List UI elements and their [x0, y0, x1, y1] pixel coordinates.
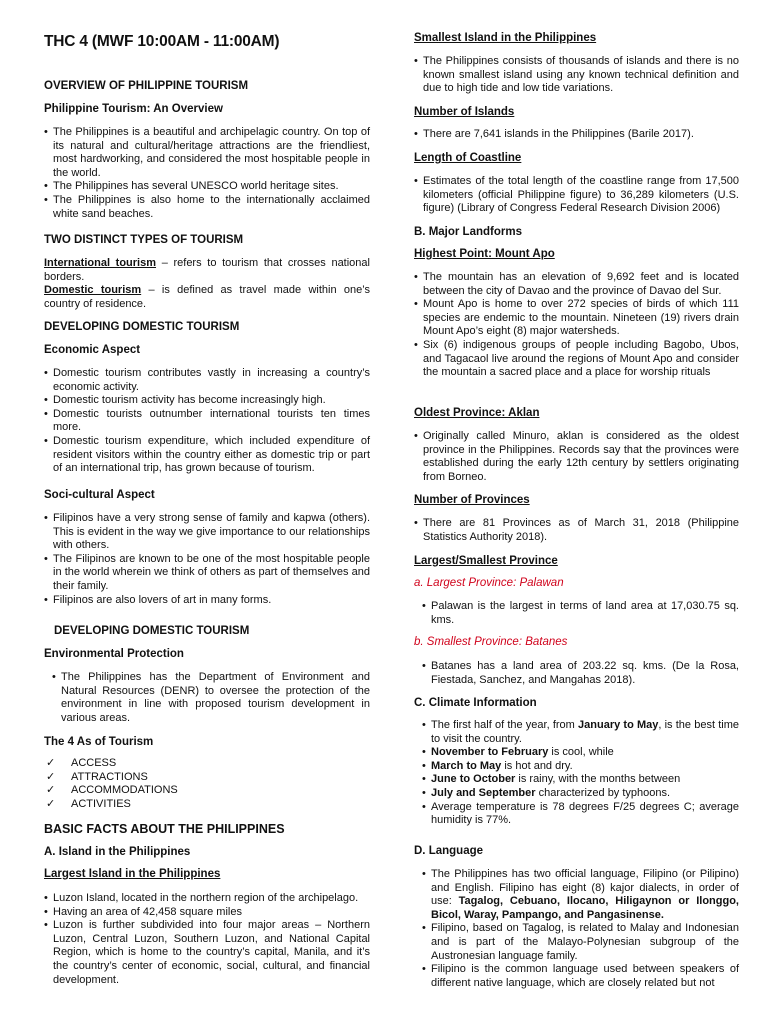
- check-icon: ✓: [46, 797, 56, 810]
- smallest-province-list: [414, 660, 739, 687]
- list-item: • Palawan is the largest in terms of land area at 17,030.75 sq. kms.: [414, 600, 739, 627]
- number-of-provinces-heading: Number of Provinces: [414, 494, 530, 506]
- list-item: • Filipinos are also lovers of art in many forms.: [44, 594, 370, 608]
- list-item: [414, 746, 739, 760]
- check-icon: ✓: [46, 770, 56, 783]
- list-item-label: ATTRACTIONS: [71, 770, 148, 783]
- list-item: • Domestic tourism activity has become increasingly high.: [44, 394, 370, 408]
- climate-text: is cool, while: [548, 746, 614, 759]
- list-item: • The Philippines has the Department of Environment and Natural Resources (DENR) to oversee the protection of the environment in line with proposed tourism development in various areas.: [44, 671, 370, 725]
- list-item-label: ACCOMMODATIONS: [71, 784, 178, 797]
- domestic-tourism-text: – is defined as travel made within one’s country of residence.: [44, 284, 370, 310]
- list-item: • The Philippines has several UNESCO world heritage sites.: [44, 180, 370, 194]
- list-item: • There are 81 Provinces as of March 31, 2018 (Philippine Statistics Authority 2018).: [414, 517, 739, 544]
- domestic-tourism-definition: [44, 284, 370, 311]
- number-of-islands-heading: Number of Islands: [414, 106, 515, 118]
- document-title: THC 4 (MWF 10:00AM - 11:00AM): [44, 33, 280, 50]
- climate-list: [414, 719, 739, 828]
- list-item: • The Philippines is a beautiful and archipelagic country. On top of its natural and cultural/heritage attractions are the friendliest, most hardworking, and considered the most hospitable people in the world.: [44, 126, 370, 180]
- largest-island-list: [44, 892, 370, 987]
- climate-text: The first half of the year, from: [431, 719, 579, 731]
- climate-heading: C. Climate Information: [414, 697, 537, 709]
- economic-heading: Economic Aspect: [44, 344, 141, 356]
- list-item: • Domestic tourists outnumber international tourists ten times more.: [44, 408, 370, 435]
- environmental-list: [44, 671, 370, 725]
- list-item: • Domestic tourism expenditure, which included expenditure of resident visitors within the country either as domestic trip or part of an international trip, has grown because of tourism.: [44, 435, 370, 476]
- types-heading: TWO DISTINCT TYPES OF TOURISM: [44, 234, 244, 246]
- smallest-province-heading: b. Smallest Province: Batanes: [414, 636, 568, 648]
- list-item: [414, 760, 739, 774]
- list-item: [44, 757, 370, 771]
- international-tourism-term: International tourism: [44, 257, 157, 269]
- climate-emphasis: July and September: [431, 786, 536, 799]
- list-item: • Mount Apo is home to over 272 species of birds of which 111 species are endemic to the mountain. Nineteen (19) rivers drain Mount Apo’s eight (8) major watersheds.: [414, 298, 739, 339]
- highest-point-heading: Highest Point: Mount Apo: [414, 248, 555, 260]
- soci-cultural-heading: Soci-cultural Aspect: [44, 489, 155, 501]
- environmental-heading: Environmental Protection: [44, 648, 184, 660]
- climate-text: is rainy, with the months between: [515, 773, 681, 786]
- oldest-province-heading: Oldest Province: Aklan: [414, 407, 540, 419]
- list-item: [414, 773, 739, 787]
- list-item: [414, 787, 739, 801]
- list-item: • Originally called Minuro, aklan is considered as the oldest province in the Philippines. Records say that the provinces were established during the early 12th century by settlers originating from Borneo.: [414, 430, 739, 484]
- list-item: [44, 784, 370, 798]
- list-item: • Six (6) indigenous groups of people including Bagobo, Ubos, and Tagacaol live around the regions of Mount Apo and consider the mountain a sacred place and a place for worship rituals: [414, 339, 739, 380]
- list-item: [414, 868, 739, 922]
- coastline-list: [414, 175, 739, 216]
- list-item: • The Philippines consists of thousands of islands and there is no known smallest island using any known technical definition and due to high tide and low tide variations.: [414, 55, 739, 96]
- list-item: • Filipino, based on Tagalog, is related to Malay and Indonesian and is part of the Malayo-Polynesian subgroup of the Austronesian language family.: [414, 922, 739, 963]
- list-item: • Filipinos have a very strong sense of family and kapwa (others). This is evident in the way we give importance to our relationships with others.: [44, 512, 370, 553]
- climate-text: , is the best time to visit the country.: [431, 719, 739, 745]
- climate-text: is hot and dry.: [501, 759, 573, 772]
- soci-cultural-list: [44, 512, 370, 607]
- list-item: • The Philippines is also home to the internationally acclaimed white sand beaches.: [44, 194, 370, 221]
- overview-subheading: Philippine Tourism: An Overview: [44, 103, 223, 115]
- number-of-islands-list: [414, 128, 739, 142]
- language-text: The Philippines has two official language, Filipino (or Pilipino) and English. Filipino has eight (8) kajor dialects, in order of use:: [431, 868, 739, 908]
- domestic-tourism-term: Domestic tourism: [44, 284, 142, 296]
- list-item: • Filipino is the common language used between speakers of different native language, which are closely related but not: [414, 963, 739, 990]
- overview-heading: OVERVIEW OF PHILIPPINE TOURISM: [44, 80, 249, 92]
- list-item-label: ACTIVITIES: [71, 797, 131, 810]
- overview-list: [44, 126, 370, 221]
- language-emphasis: Tagalog, Cebuano, Ilocano, Hiligaynon or Ilonggo, Bicol, Waray, Pampango, and Pangasinense.: [431, 895, 739, 921]
- international-tourism-text: – refers to tourism that crosses national borders.: [44, 257, 370, 283]
- list-item: • The Filipinos are known to be one of the most hospitable people in the world wherein we think of others as part of themselves and their family.: [44, 553, 370, 594]
- smallest-island-list: [414, 55, 739, 96]
- oldest-province-list: [414, 430, 739, 484]
- largest-island-heading: Largest Island in the Philippines: [44, 868, 221, 880]
- smallest-island-heading: Smallest Island in the Philippines: [414, 32, 597, 44]
- four-as-list: [44, 757, 370, 811]
- international-tourism-definition: [44, 257, 370, 284]
- list-item: [44, 771, 370, 785]
- check-icon: ✓: [46, 757, 56, 769]
- largest-province-list: [414, 600, 739, 627]
- climate-emphasis: March to May: [431, 759, 502, 772]
- developing-heading-1: DEVELOPING DOMESTIC TOURISM: [44, 321, 240, 333]
- list-item: • Having an area of 42,458 square miles: [44, 906, 370, 920]
- climate-emphasis: November to February: [431, 746, 549, 759]
- climate-text: characterized by typhoons.: [535, 786, 671, 799]
- climate-emphasis: June to October: [431, 773, 516, 786]
- list-item: • Luzon is further subdivided into four major areas – Northern Luzon, Central Luzon, Southern Luzon, and National Capital Region, which is home to the country’s capital, Manila, and it’s the country’s center of economic, social, cultural, and financial development.: [44, 919, 370, 987]
- check-icon: ✓: [46, 784, 56, 797]
- list-item: • The mountain has an elevation of 9,692 feet and is located between the city of Davao and the province of Davao del Sur.: [414, 271, 739, 298]
- economic-list: [44, 367, 370, 476]
- landforms-heading: B. Major Landforms: [414, 226, 522, 238]
- list-item: • Luzon Island, located in the northern region of the archipelago.: [44, 892, 370, 906]
- basic-facts-heading: BASIC FACTS ABOUT THE PHILIPPINES: [44, 822, 285, 836]
- list-item-label: ACCESS: [71, 757, 117, 769]
- four-as-heading: The 4 As of Tourism: [44, 736, 154, 748]
- island-heading: A. Island in the Philippines: [44, 846, 191, 858]
- largest-province-heading: a. Largest Province: Palawan: [414, 577, 564, 589]
- list-item: [44, 798, 370, 812]
- list-item: • Average temperature is 78 degrees F/25 degrees C; average humidity is 77%.: [414, 801, 739, 828]
- list-item: • Estimates of the total length of the coastline range from 17,500 kilometers (official Philippine figure) to 36,289 kilometers (U.S. figure) (Library of Congress Federal Research Division 2006): [414, 175, 739, 216]
- language-heading: D. Language: [414, 845, 484, 857]
- highest-point-list: [414, 271, 739, 380]
- climate-emphasis: January to May: [578, 719, 659, 731]
- developing-heading-2: DEVELOPING DOMESTIC TOURISM: [54, 625, 250, 637]
- number-of-provinces-list: [414, 517, 739, 544]
- list-item: [414, 719, 739, 746]
- coastline-heading: Length of Coastline: [414, 152, 522, 164]
- largest-smallest-province-heading: Largest/Smallest Province: [414, 555, 558, 567]
- list-item: • Domestic tourism contributes vastly in increasing a country’s economic activity.: [44, 367, 370, 394]
- list-item: • There are 7,641 islands in the Philippines (Barile 2017).: [414, 128, 739, 142]
- language-list: [414, 868, 739, 990]
- list-item: • Batanes has a land area of 203.22 sq. kms. (De la Rosa, Fiestada, Sanchez, and Mangahas 2018).: [414, 660, 739, 687]
